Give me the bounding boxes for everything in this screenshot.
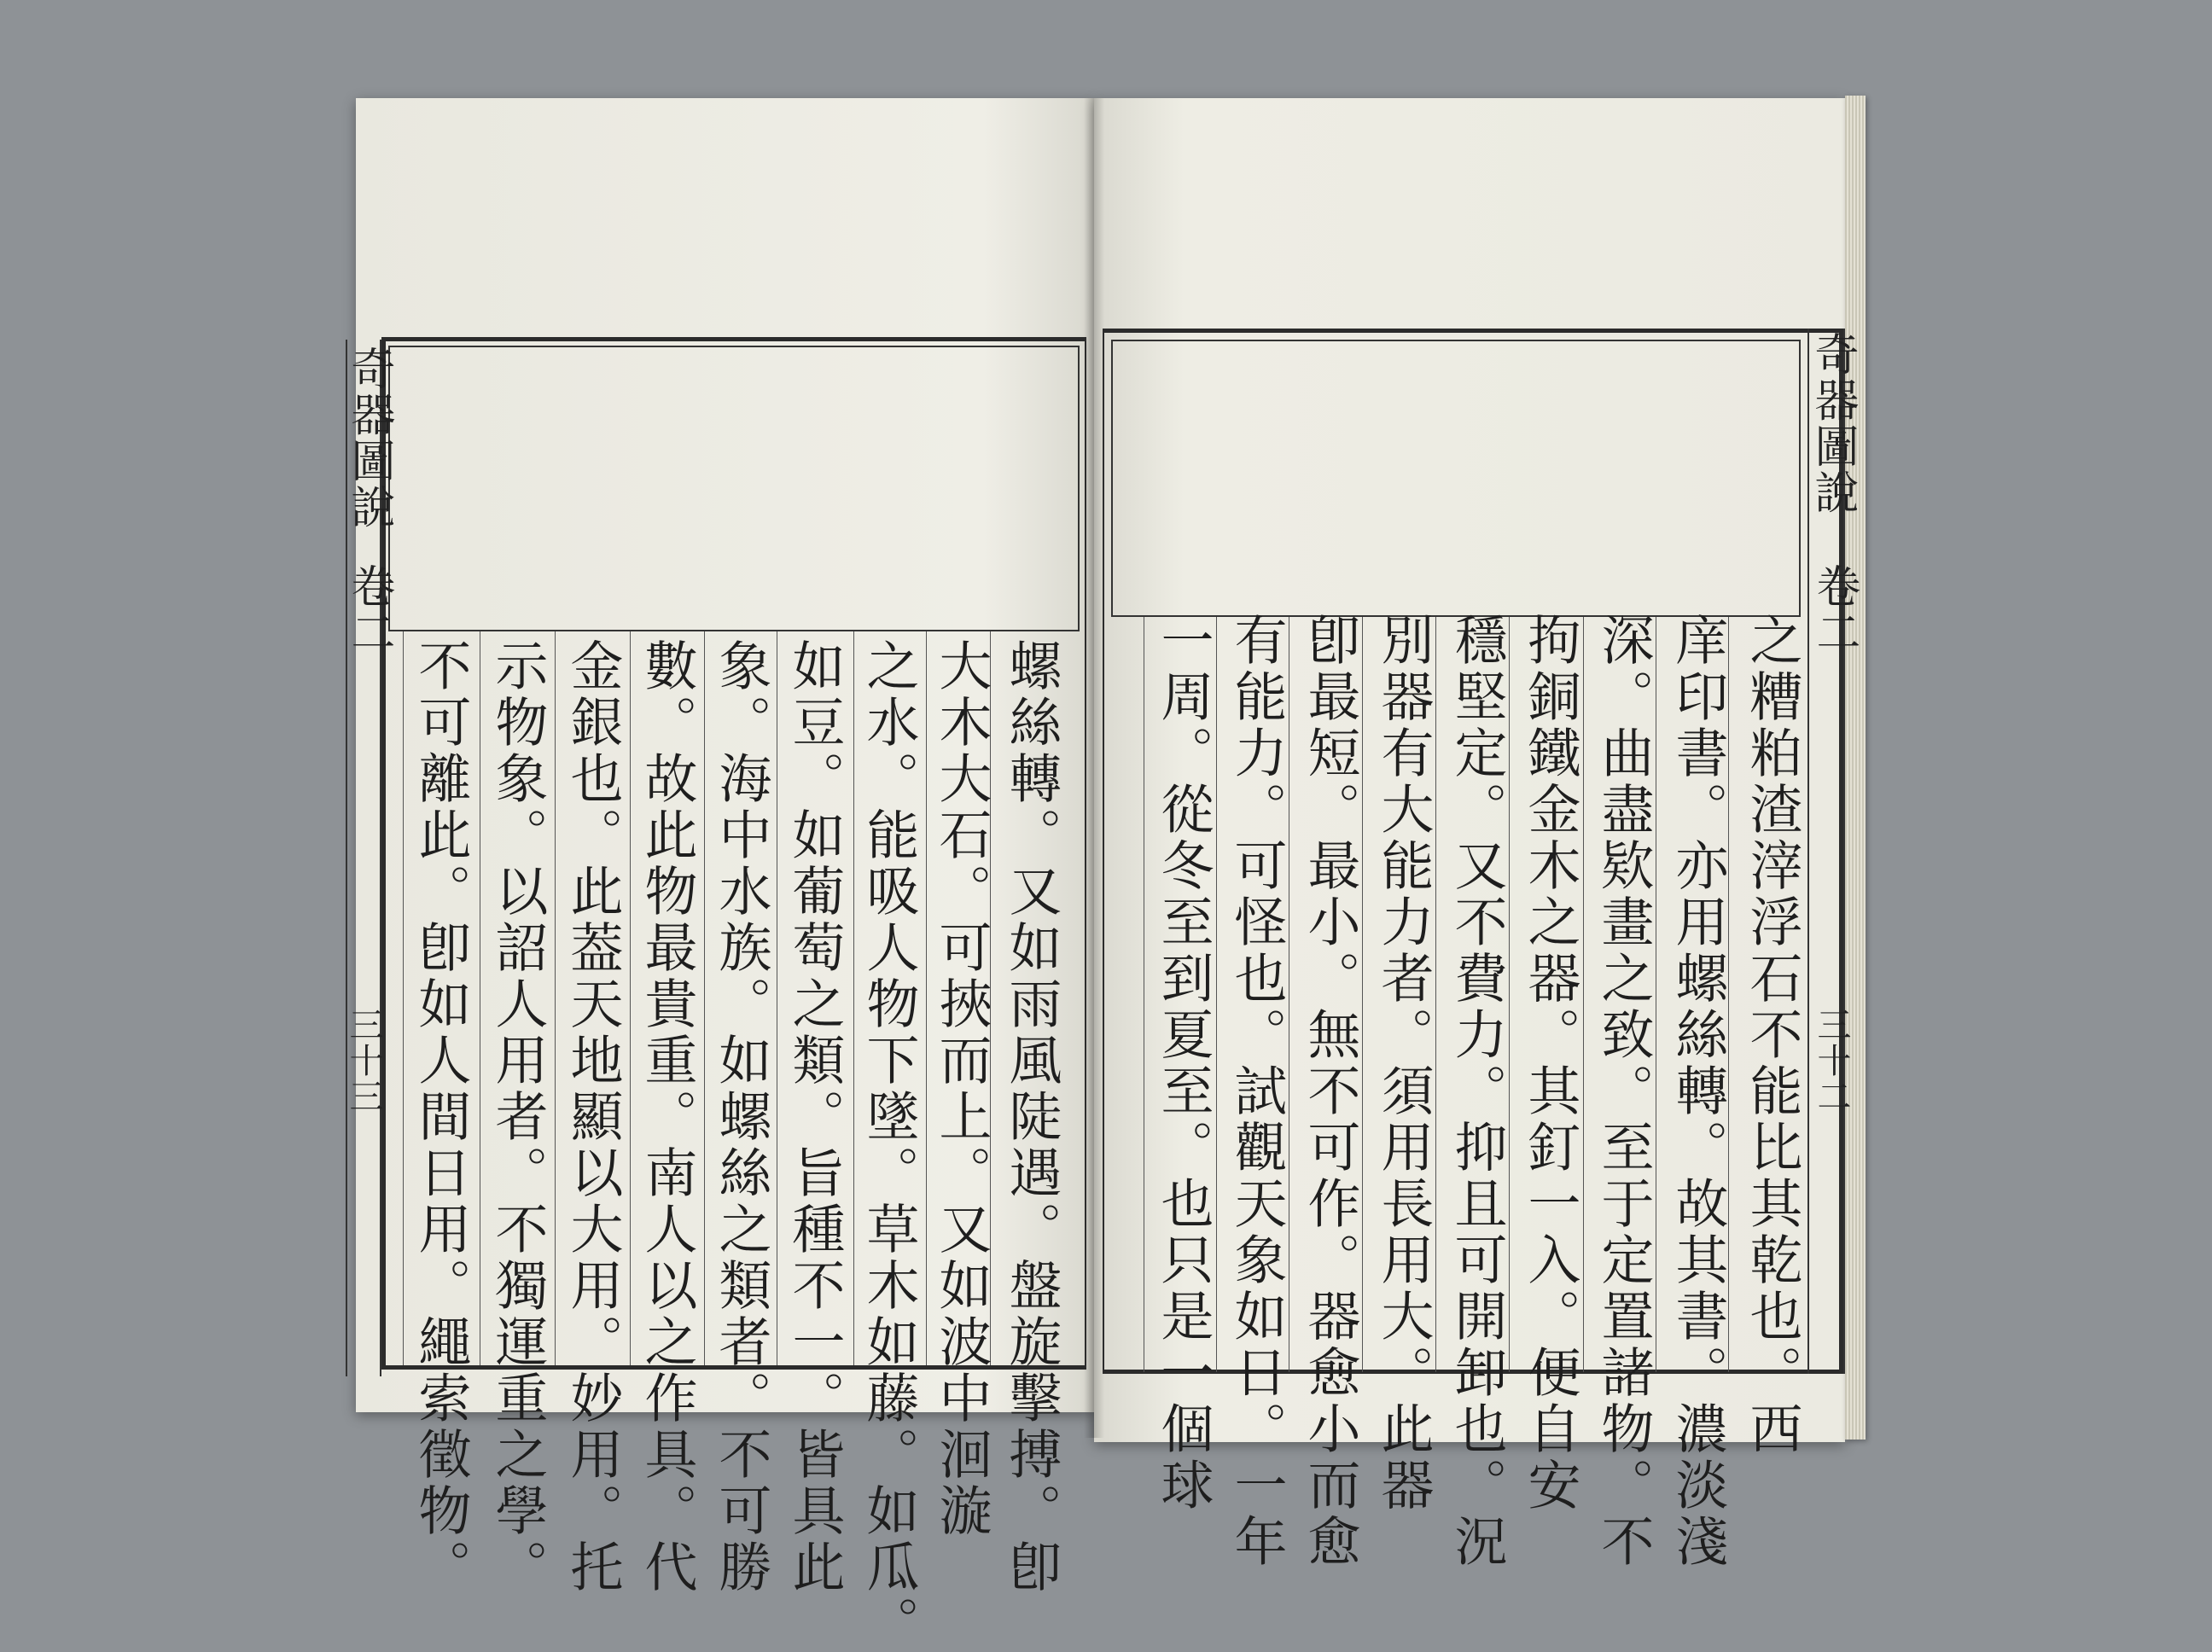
column-rule — [1435, 617, 1436, 1372]
text-column: 之水。能吸人物下墜。草木如藤。如瓜。 — [858, 638, 920, 1652]
column-rule — [1583, 617, 1584, 1372]
text-column: 象。海中水族。如螺絲之類者。不可勝 — [710, 638, 772, 1596]
text-column: 之糟粕渣滓浮石不能比其乾也。西 — [1741, 613, 1803, 1457]
right-illustration-box — [1111, 340, 1801, 617]
text-column: 卽最短。最小。無不可作。器愈小而愈 — [1299, 613, 1361, 1570]
column-rule — [926, 631, 927, 1365]
text-column: 有能力。可怪也。試觀天象如日。一年 — [1225, 613, 1288, 1570]
text-column: 如豆。如葡萄之類。旨種不一。皆具此 — [783, 638, 846, 1596]
left-illustration-box — [388, 346, 1080, 631]
column-rule — [1216, 617, 1217, 1372]
book-gutter — [1084, 98, 1104, 1438]
text-column: 別器有大能力者。須用長用大。此器 — [1372, 613, 1435, 1514]
right-margin-volume: 卷二 — [1808, 563, 1860, 655]
text-column: 一周。從冬至到夏至。也只是一個球 — [1152, 613, 1214, 1514]
column-rule — [403, 631, 404, 1365]
column-rule — [555, 631, 556, 1365]
column-rule — [630, 631, 631, 1365]
text-column: 數。故此物最貴重。南人以之作具。代 — [636, 638, 698, 1596]
text-column: 金銀也。此葢天地顯以大用。妙用。托 — [562, 638, 624, 1596]
text-column: 大木大石。可挾而上。又如波中洄漩 — [930, 638, 992, 1539]
text-column: 螺絲轉。又如雨風陡遇。盤旋擊搏。卽 — [1000, 638, 1062, 1596]
left-margin-title: 奇器圖說 — [343, 346, 394, 530]
column-rule — [853, 631, 854, 1365]
column-rule — [1509, 617, 1510, 1372]
column-rule — [704, 631, 705, 1365]
page-edges — [1845, 96, 1866, 1440]
text-column: 深。曲盡欵畫之致。至于定置諸物。不 — [1592, 613, 1655, 1570]
text-column: 示物象。以詔人用者。不獨運重之學。 — [486, 638, 549, 1596]
left-margin-volume: 卷二 — [343, 563, 394, 655]
right-margin-folio: 三十二 — [1812, 1007, 1851, 1114]
text-column: 拘銅鐵金木之器。其釘一入。便自安 — [1519, 613, 1581, 1514]
text-column: 不可離此。卽如人間日用。繩索徵物。 — [410, 638, 472, 1596]
right-margin-title: 奇器圖說 — [1807, 331, 1858, 515]
text-column: 庠印書。亦用螺絲轉。故其書。濃淡淺 — [1667, 613, 1729, 1570]
text-column: 穩堅定。又不費力。抑且可開卸也。況 — [1446, 613, 1508, 1570]
left-margin-folio: 三十三 — [344, 1007, 383, 1114]
column-rule — [1362, 617, 1363, 1372]
